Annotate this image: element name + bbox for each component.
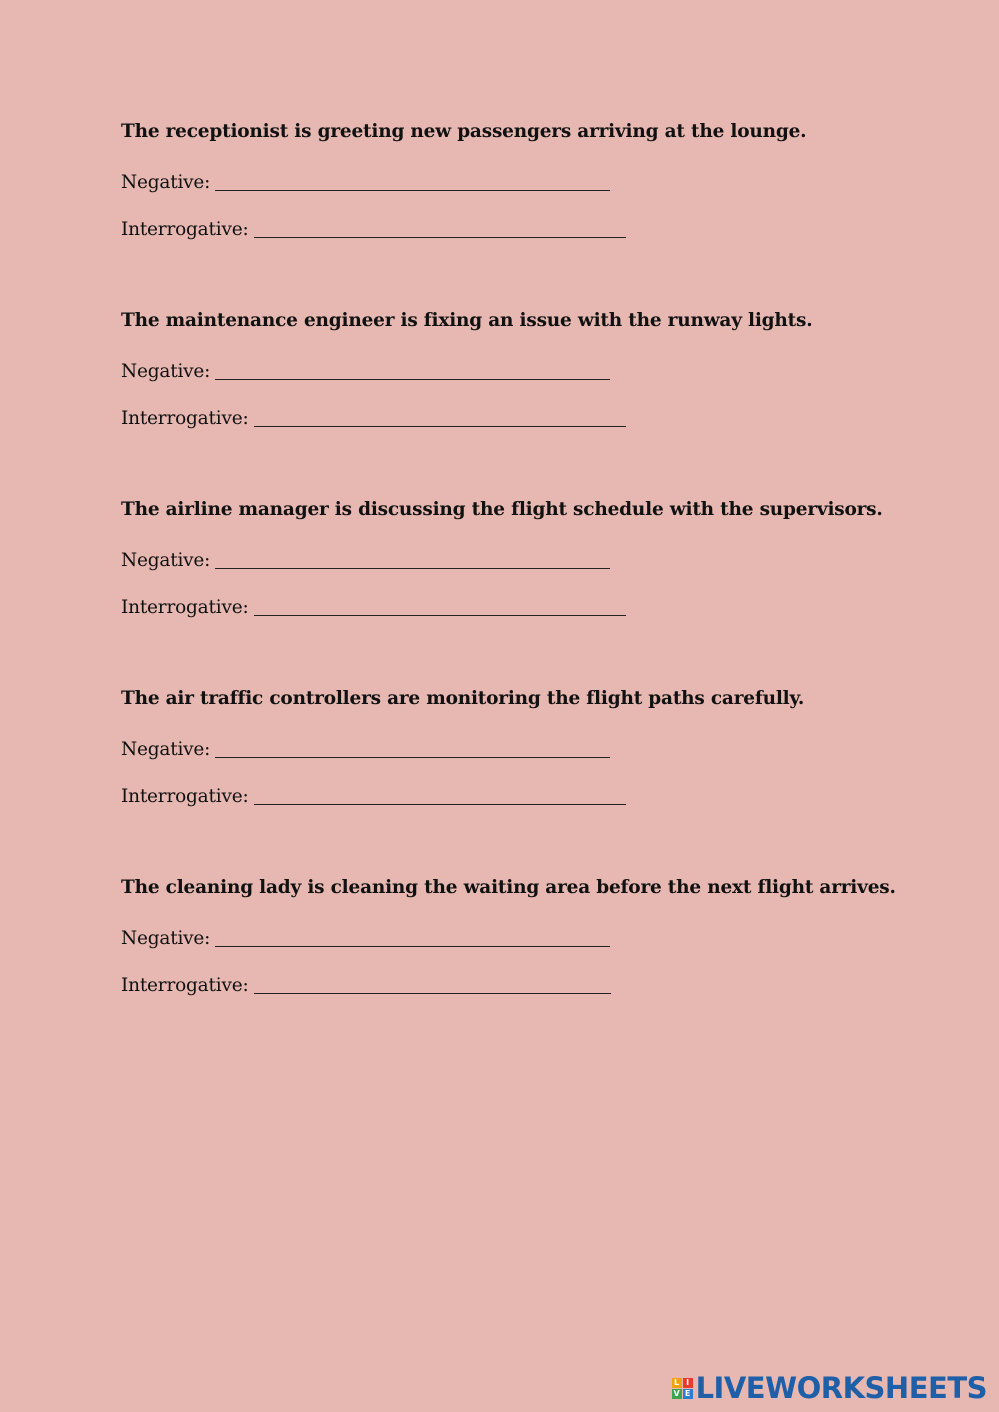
interrogative-label: Interrogative: <box>121 786 249 807</box>
exercise-sentence: The maintenance engineer is fixing an issue with the runway lights. <box>121 310 813 331</box>
logo-mark-letter: I <box>683 1378 693 1388</box>
negative-label: Negative: <box>121 172 211 193</box>
logo-mark-letter: V <box>673 1388 680 1398</box>
interrogative-row <box>121 972 611 996</box>
exercise-sentence: The airline manager is discussing the flight schedule with the supervisors. <box>121 499 883 520</box>
negative-answer-line[interactable] <box>215 739 610 758</box>
exercise-sentence: The cleaning lady is cleaning the waiting area before the next flight arrives. <box>121 877 896 898</box>
negative-label: Negative: <box>121 739 211 760</box>
negative-row <box>121 736 610 760</box>
negative-row <box>121 358 610 382</box>
exercise-sentence: The receptionist is greeting new passengers arriving at the lounge. <box>121 121 807 142</box>
negative-row <box>121 547 610 571</box>
interrogative-answer-line[interactable] <box>254 219 626 238</box>
interrogative-label: Interrogative: <box>121 597 249 618</box>
interrogative-label: Interrogative: <box>121 219 249 240</box>
negative-label: Negative: <box>121 550 211 571</box>
interrogative-answer-line[interactable] <box>254 408 626 427</box>
logo-mark-letter: L <box>672 1378 682 1388</box>
negative-answer-line[interactable] <box>215 361 610 380</box>
interrogative-answer-line[interactable] <box>254 786 626 805</box>
interrogative-label: Interrogative: <box>121 975 249 996</box>
interrogative-answer-line[interactable] <box>254 597 626 616</box>
liveworksheets-logo <box>672 1372 987 1404</box>
logo-mark-letter: E <box>683 1389 693 1399</box>
logo-text: LIVEWORKSHEETS <box>695 1371 987 1405</box>
negative-row <box>121 925 610 949</box>
exercise-sentence: The air traffic controllers are monitoring the flight paths carefully. <box>121 688 805 709</box>
negative-answer-line[interactable] <box>215 928 610 947</box>
liveworksheets-mark-icon <box>672 1378 693 1399</box>
negative-label: Negative: <box>121 361 211 382</box>
interrogative-row <box>121 783 626 807</box>
negative-row <box>121 169 610 193</box>
interrogative-row <box>121 405 626 429</box>
interrogative-answer-line[interactable] <box>254 975 611 994</box>
interrogative-row <box>121 594 626 618</box>
negative-answer-line[interactable] <box>215 172 610 191</box>
negative-answer-line[interactable] <box>215 550 610 569</box>
interrogative-row <box>121 216 626 240</box>
interrogative-label: Interrogative: <box>121 408 249 429</box>
negative-label: Negative: <box>121 928 211 949</box>
